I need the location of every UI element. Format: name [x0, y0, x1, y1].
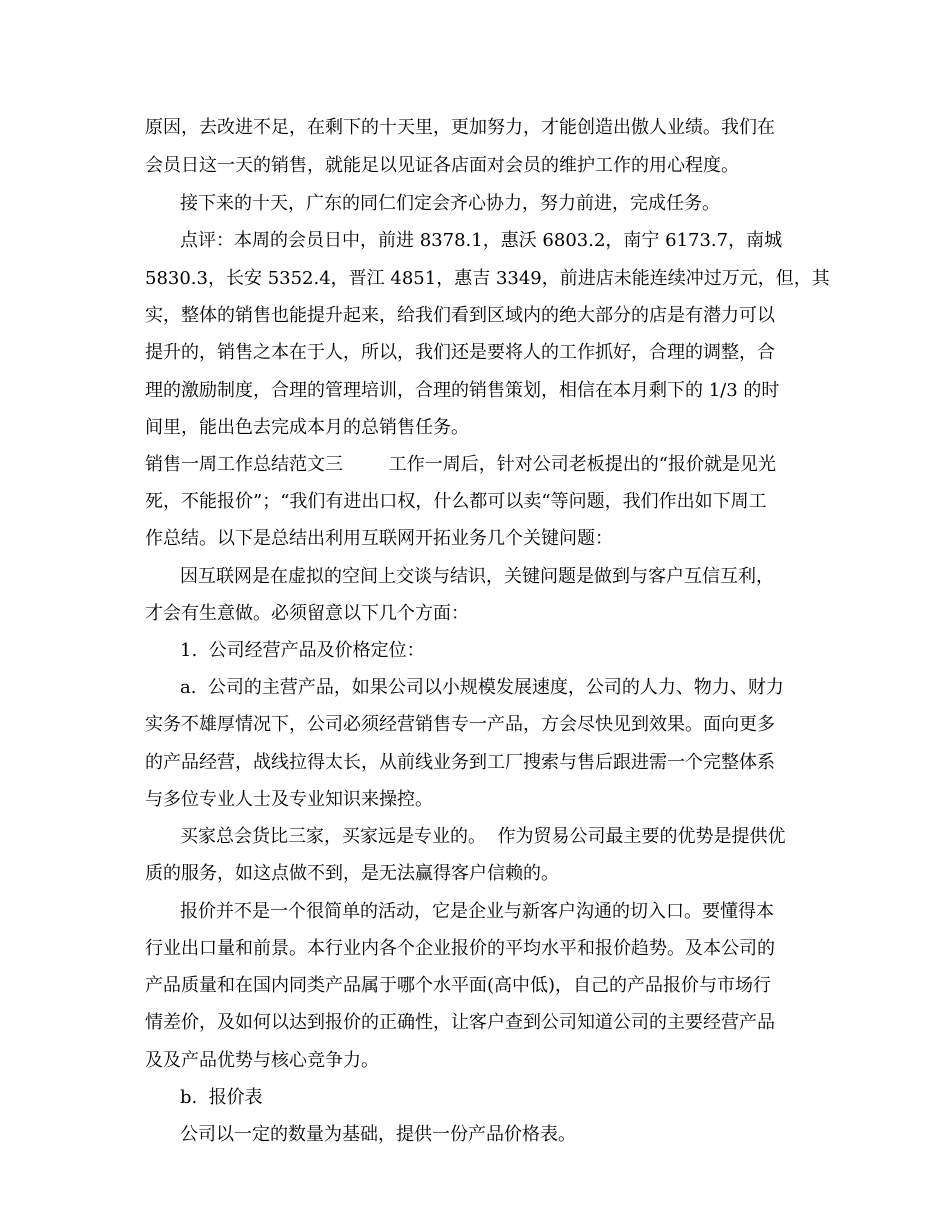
- text-line: a. 公司的主营产品，如果公司以小规模发展速度，公司的人力、物力、财力: [180, 677, 784, 698]
- text-line: 5830.3，长安 5352.4，晋江 4851，惠吉 3349，前进店未能连续冲过万元，但，其: [145, 268, 830, 289]
- text-line: 报价并不是一个很简单的活动，它是企业与新客户沟通的切入口。要懂得本: [180, 901, 774, 922]
- text-line: 因互联网是在虚拟的空间上交谈与结识，关键问题是做到与客户互信互利，: [180, 566, 774, 587]
- text-line: 与多位专业人士及专业知识来操控。: [145, 789, 433, 810]
- text-line: 死，不能报价”；“我们有进出口权，什么都可以卖“等问题，我们作出如下周工: [145, 491, 767, 512]
- list-item-heading: b. 报价表: [180, 1087, 263, 1108]
- text-line: 作总结。以下是总结出利用互联网开拓业务几个关键问题：: [145, 528, 613, 549]
- text-line: 间里，能出色去完成本月的总销售任务。: [145, 417, 469, 438]
- text-line: 及及产品优势与核心竞争力。: [145, 1050, 379, 1071]
- text-line: 买家总会货比三家，买家远是专业的。 作为贸易公司最主要的优势是提供优: [180, 826, 786, 847]
- text-line: 实务不雄厚情况下，公司必须经营销售专一产品，方会尽快见到效果。面向更多: [145, 714, 775, 735]
- text-line: 会员日这一天的销售，就能足以见证各店面对会员的维护工作的用心程度。: [145, 155, 739, 176]
- text-line: 产品质量和在国内同类产品属于哪个水平面(高中低)，自己的产品报价与市场行: [145, 975, 772, 996]
- text-line: 接下来的十天，广东的同仁们定会齐心协力，努力前进，完成任务。: [180, 193, 720, 214]
- section-heading-line: 销售一周工作总结范文三 工作一周后，针对公司老板提出的“报价就是见光: [145, 454, 776, 475]
- text-line: 情差价，及如何以达到报价的正确性，让客户查到公司知道公司的主要经营产品: [145, 1012, 775, 1033]
- text-line: 理的激励制度，合理的管理培训，合理的销售策划，相信在本月剩下的 1/3 的时: [145, 380, 780, 401]
- text-line: 公司以一定的数量为基础，提供一份产品价格表。: [180, 1124, 576, 1145]
- text-line: 的产品经营，战线拉得太长，从前线业务到工厂搜索与售后跟进需一个完整体系: [145, 752, 775, 773]
- text-line: 点评：本周的会员日中，前进 8378.1，惠沃 6803.2，南宁 6173.7，南城: [180, 230, 783, 251]
- text-line: 实，整体的销售也能提升起来，给我们看到区域内的绝大部分的店是有潜力可以: [145, 305, 775, 326]
- text-line: 质的服务，如这点做不到，是无法赢得客户信赖的。: [145, 863, 559, 884]
- text-line: 原因，去改进不足，在剩下的十天里，更加努力，才能创造出傲人业绩。我们在: [145, 117, 775, 138]
- text-line: 行业出口量和前景。本行业内各个企业报价的平均水平和报价趋势。及本公司的: [145, 938, 775, 959]
- text-line: 提升的，销售之本在于人，所以，我们还是要将人的工作抓好，合理的调整，合: [145, 342, 775, 363]
- text-line: 才会有生意做。必须留意以下几个方面：: [145, 603, 469, 624]
- list-item-heading: 1. 公司经营产品及价格定位：: [180, 640, 425, 661]
